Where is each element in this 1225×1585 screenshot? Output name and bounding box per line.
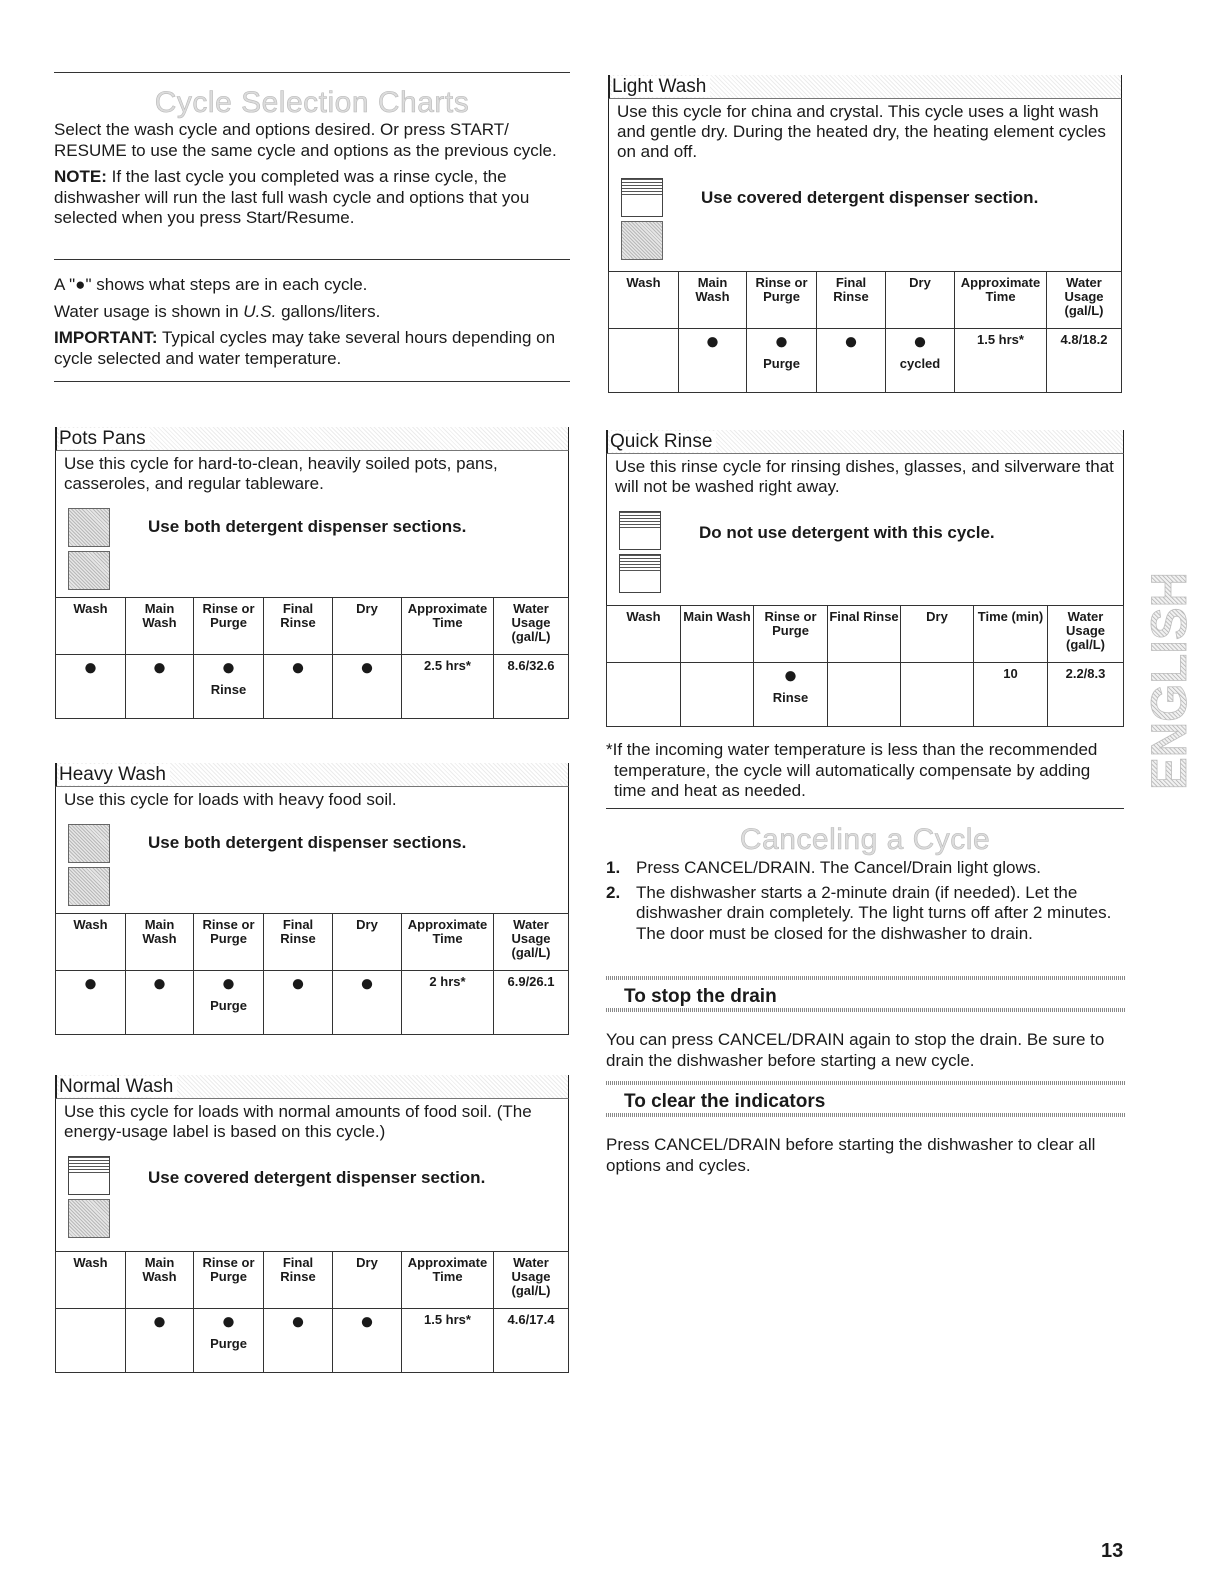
cell-dry <box>333 1309 402 1373</box>
header-wash: Wash <box>56 1252 126 1309</box>
header-rinse-purge: Rinse or Purge <box>194 1252 264 1309</box>
cancel-steps <box>606 858 1124 944</box>
cell-water: 4.8/18.2 <box>1047 329 1122 393</box>
step-text: The dishwasher starts a 2-minute drain (if needed). Let the dishwasher drain completely. The light turns off after 2 minutes. The door must be closed for the dishwasher to drain. <box>636 882 1112 943</box>
header-final-rinse: Final Rinse <box>817 272 886 329</box>
step-dot: ● <box>221 970 236 997</box>
cell-final-rinse <box>264 971 333 1035</box>
step-dot: ● <box>290 970 306 997</box>
cycle-body <box>606 454 1124 605</box>
cycle-title <box>55 427 569 451</box>
step-dot: ● <box>221 654 236 681</box>
cycle-light-wash <box>608 75 1122 393</box>
detergent-row <box>607 511 1123 593</box>
dry-sub-label: cycled <box>899 356 941 371</box>
rinse-sub-label: Purge <box>210 998 247 1013</box>
step-dot: ● <box>152 1308 167 1335</box>
cell-water: 2.2/8.3 <box>1048 663 1124 727</box>
legend-divider <box>54 381 570 382</box>
cell-time: 2 hrs* <box>402 971 494 1035</box>
clear-indicators-heading <box>606 1078 1125 1120</box>
detergent-row <box>56 508 568 590</box>
header-final-rinse: Final Rinse <box>828 606 901 663</box>
step-number: 2. <box>606 882 621 902</box>
header-dry: Dry <box>333 598 402 655</box>
rinse-sub-label: Rinse <box>772 690 809 705</box>
cycle-description: Use this cycle for loads with normal amounts of food soil. (The energy-usage label is based on this cycle.) <box>64 1102 532 1141</box>
header-main-wash: Main Wash <box>679 272 747 329</box>
detergent-icons <box>68 824 118 906</box>
clear-indicators-title: To clear the indicators <box>624 1091 826 1112</box>
detergent-row <box>609 178 1121 260</box>
header-main-wash: Main Wash <box>126 1252 194 1309</box>
detergent-instruction: Use both detergent dispenser sections. <box>148 833 467 852</box>
cell-wash <box>607 663 681 727</box>
cycle-title-text: Normal Wash <box>59 1076 177 1097</box>
water-italic: U.S. <box>243 301 277 321</box>
footnote-rule <box>606 808 1124 809</box>
step-dot: ● <box>290 654 306 681</box>
detergent-icons <box>619 511 669 593</box>
header-dry: Dry <box>886 272 955 329</box>
step-dot: ● <box>912 328 928 355</box>
cycle-heavy-wash <box>55 763 569 1035</box>
cycle-pots-pans <box>55 427 569 719</box>
step-dot: ● <box>359 1308 375 1335</box>
detergent-icons <box>621 178 671 260</box>
intro-paragraph: Select the wash cycle and options desired. Or press START/ RESUME to use the same cycle and options as the previous cycle. <box>54 120 557 160</box>
step-dot: ● <box>221 1308 236 1335</box>
header-time-min: Time (min) <box>974 606 1048 663</box>
cycle-title <box>55 763 569 787</box>
legend-dot: ● <box>75 275 86 294</box>
header-approx-time: Approximate Time <box>402 1252 494 1309</box>
cycle-table <box>55 913 569 1035</box>
cancel-step <box>606 883 1124 945</box>
cell-final-rinse <box>264 1309 333 1373</box>
english-side-tab <box>1141 567 1197 792</box>
cycle-normal-wash <box>55 1075 569 1373</box>
header-final-rinse: Final Rinse <box>264 1252 333 1309</box>
step-dot: ● <box>705 328 720 355</box>
cell-dry <box>333 655 402 719</box>
step-dot: ● <box>83 654 98 681</box>
header-water-usage: Water Usage (gal/L) <box>494 914 569 971</box>
detergent-filled-icon <box>68 824 110 863</box>
cycle-title-text: Quick Rinse <box>610 431 716 452</box>
intro-divider <box>54 259 570 260</box>
step-dot: ● <box>152 970 167 997</box>
cell-final-rinse <box>828 663 901 727</box>
water-post: gallons/liters. <box>276 301 381 321</box>
header-water-usage: Water Usage (gal/L) <box>494 598 569 655</box>
cell-water: 8.6/32.6 <box>494 655 569 719</box>
header-dry: Dry <box>901 606 974 663</box>
intro-block <box>54 120 570 235</box>
note-text: If the last cycle you completed was a rinse cycle, the dishwasher will run the last full wash cycle and options that you selected when you press Start/Resume. <box>54 167 530 227</box>
detergent-covered-icon <box>619 554 661 593</box>
header-water-usage: Water Usage (gal/L) <box>494 1252 569 1309</box>
header-main-wash: Main Wash <box>126 914 194 971</box>
header-wash: Wash <box>56 598 126 655</box>
header-rinse-purge: Rinse or Purge <box>747 272 817 329</box>
step-dot: ● <box>359 970 375 997</box>
cycle-table <box>55 597 569 719</box>
important-text: Typical cycles may take several hours depending on cycle selected and water temperature. <box>54 328 556 368</box>
legend-line <box>54 275 570 296</box>
step-dot: ● <box>843 328 859 355</box>
important-paragraph <box>54 328 570 369</box>
rinse-sub-label: Purge <box>210 1336 247 1351</box>
header-wash: Wash <box>56 914 126 971</box>
detergent-covered-icon <box>619 511 661 550</box>
header-rinse-purge: Rinse or Purge <box>194 598 264 655</box>
heading-band-bottom <box>606 1008 1125 1012</box>
water-pre: Water usage is shown in <box>54 301 244 321</box>
cycle-description: Use this cycle for hard-to-clean, heavily soiled pots, pans, casseroles, and regular tableware. <box>64 454 498 493</box>
stop-drain-title: To stop the drain <box>624 986 777 1007</box>
detergent-filled-icon <box>68 1199 110 1238</box>
step-dot: ● <box>774 328 789 355</box>
cell-rinse <box>194 1309 264 1373</box>
cell-rinse <box>194 971 264 1035</box>
detergent-filled-icon <box>621 221 663 260</box>
cell-time: 1.5 hrs* <box>402 1309 494 1373</box>
heading-band-top <box>606 1081 1125 1085</box>
cycle-title <box>608 75 1122 99</box>
header-rinse-purge: Rinse or Purge <box>754 606 828 663</box>
important-label: IMPORTANT: <box>54 328 158 347</box>
stop-drain-text: You can press CANCEL/DRAIN again to stop the drain. Be sure to drain the dishwasher before starting a new cycle. <box>606 1030 1105 1070</box>
cell-main-wash <box>681 663 754 727</box>
header-wash: Wash <box>609 272 679 329</box>
footnote: *If the incoming water temperature is less than the recommended temperature, the cycle will automatically compensate by adding time and heat as needed. <box>606 740 1098 800</box>
cycle-title-text: Light Wash <box>612 76 710 97</box>
note-label: NOTE: <box>54 167 107 186</box>
header-main-wash: Main Wash <box>126 598 194 655</box>
step-text: Press CANCEL/DRAIN. The Cancel/Drain light glows. <box>636 858 1041 877</box>
detergent-covered-icon <box>68 1156 110 1195</box>
heading-band-top <box>606 976 1125 980</box>
cancel-step <box>606 858 1124 879</box>
stop-drain-heading <box>606 973 1125 1015</box>
detergent-icons <box>68 1156 118 1238</box>
cell-main-wash <box>126 971 194 1035</box>
cell-main-wash <box>679 329 747 393</box>
cycle-body <box>55 1099 569 1251</box>
detergent-instruction: Use covered detergent dispenser section. <box>148 1168 486 1187</box>
cell-dry <box>901 663 974 727</box>
note-paragraph <box>54 167 570 229</box>
rinse-sub-label: Rinse <box>210 682 247 697</box>
cell-wash <box>56 1309 126 1373</box>
detergent-instruction: Use covered detergent dispenser section. <box>701 188 1039 207</box>
cycle-table <box>606 605 1124 727</box>
header-final-rinse: Final Rinse <box>264 914 333 971</box>
detergent-instruction: Do not use detergent with this cycle. <box>699 523 995 542</box>
legend-post: " shows what steps are in each cycle. <box>85 275 368 294</box>
detergent-filled-icon <box>68 551 110 590</box>
legend-block <box>54 275 570 375</box>
cell-rinse <box>194 655 264 719</box>
heading-band-bottom <box>606 1113 1125 1117</box>
cycle-body <box>608 99 1122 271</box>
water-usage-line <box>54 302 570 323</box>
cancel-title: Canceling a Cycle <box>739 823 991 856</box>
header-main-wash: Main Wash <box>681 606 754 663</box>
step-dot: ● <box>152 654 167 681</box>
header-water-usage: Water Usage (gal/L) <box>1048 606 1124 663</box>
step-dot: ● <box>783 662 798 689</box>
detergent-filled-icon <box>68 867 110 906</box>
cell-water: 6.9/26.1 <box>494 971 569 1035</box>
clear-indicators-text: Press CANCEL/DRAIN before starting the dishwasher to clear all options and cycles. <box>606 1135 1096 1175</box>
cycle-table <box>608 271 1122 393</box>
step-dot: ● <box>290 1308 306 1335</box>
detergent-instruction: Use both detergent dispenser sections. <box>148 517 467 536</box>
header-approx-time: Approximate Time <box>402 914 494 971</box>
header-dry: Dry <box>333 914 402 971</box>
cycle-table <box>55 1251 569 1373</box>
cycle-title-text: Heavy Wash <box>59 764 170 785</box>
cell-time: 2.5 hrs* <box>402 655 494 719</box>
cycle-body <box>55 451 569 597</box>
top-rule <box>54 72 570 73</box>
cell-final-rinse <box>264 655 333 719</box>
header-approx-time: Approximate Time <box>955 272 1047 329</box>
header-dry: Dry <box>333 1252 402 1309</box>
rinse-sub-label: Purge <box>763 356 800 371</box>
header-approx-time: Approximate Time <box>402 598 494 655</box>
cell-time: 10 <box>974 663 1048 727</box>
cell-wash <box>56 971 126 1035</box>
cell-wash <box>609 329 679 393</box>
cell-main-wash <box>126 655 194 719</box>
cell-main-wash <box>126 1309 194 1373</box>
side-tab-label: ENGLISH <box>1141 567 1197 790</box>
cell-final-rinse <box>817 329 886 393</box>
detergent-icons <box>68 508 118 590</box>
header-rinse-purge: Rinse or Purge <box>194 914 264 971</box>
cycle-description: Use this cycle for loads with heavy food soil. <box>64 790 397 809</box>
cell-dry <box>886 329 955 393</box>
page-number: 13 <box>1101 1540 1124 1562</box>
cell-rinse <box>747 329 817 393</box>
detergent-covered-icon <box>621 178 663 217</box>
step-dot: ● <box>359 654 375 681</box>
cycle-description: Use this rinse cycle for rinsing dishes, glasses, and silverware that will not be washed right away. <box>615 457 1114 496</box>
cycle-title <box>606 430 1124 454</box>
cycle-quick-rinse <box>606 430 1124 727</box>
cell-rinse <box>754 663 828 727</box>
header-final-rinse: Final Rinse <box>264 598 333 655</box>
cycle-body <box>55 787 569 913</box>
header-water-usage: Water Usage (gal/L) <box>1047 272 1122 329</box>
page-title: Cycle Selection Charts <box>154 86 470 119</box>
legend-pre: A " <box>54 275 76 294</box>
detergent-row <box>56 824 568 906</box>
cycle-title-text: Pots Pans <box>59 428 150 449</box>
cell-time: 1.5 hrs* <box>955 329 1047 393</box>
cell-wash <box>56 655 126 719</box>
header-wash: Wash <box>607 606 681 663</box>
step-number: 1. <box>606 858 621 877</box>
cell-dry <box>333 971 402 1035</box>
detergent-filled-icon <box>68 508 110 547</box>
step-dot: ● <box>83 970 98 997</box>
cycle-description: Use this cycle for china and crystal. This cycle uses a light wash and gentle dry. During the heated dry, the heating element cycles on and off. <box>617 102 1106 161</box>
cell-water: 4.6/17.4 <box>494 1309 569 1373</box>
detergent-row <box>56 1156 568 1238</box>
cycle-title <box>55 1075 569 1099</box>
